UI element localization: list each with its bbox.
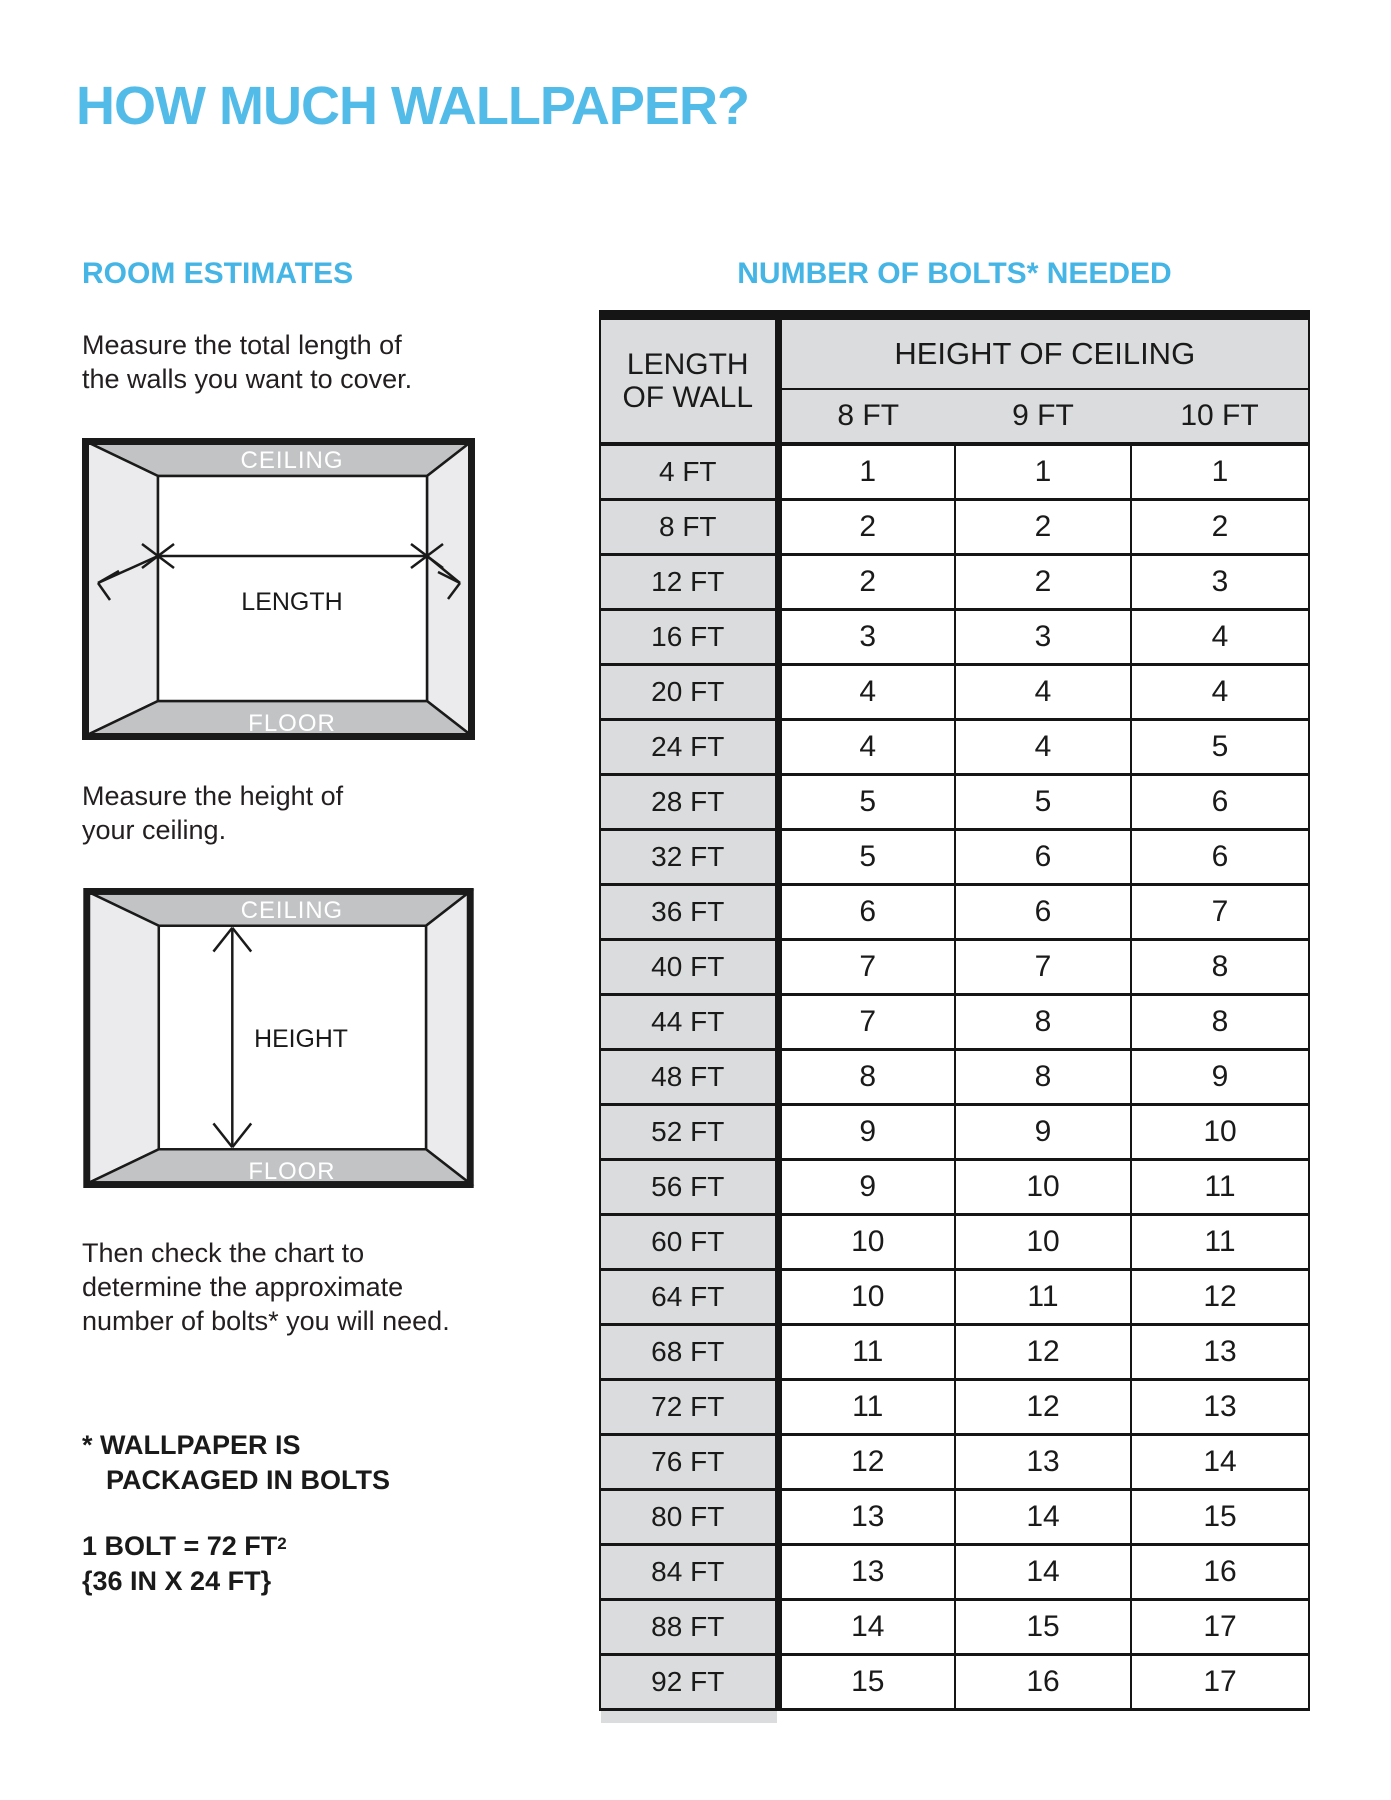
bolt-count-cell: 1 <box>955 444 1131 500</box>
table-row <box>600 665 1309 720</box>
table-row <box>600 1545 1309 1600</box>
bolts-footnote <box>82 1428 390 1498</box>
wall-length-label: 16 FT <box>600 610 778 665</box>
room-estimates-heading: ROOM ESTIMATES <box>82 257 354 290</box>
bolt-count-cell: 8 <box>955 1050 1131 1105</box>
table-row <box>600 1490 1309 1545</box>
bolt-count-cell: 14 <box>778 1600 955 1655</box>
squared-superscript: 2 <box>277 1534 287 1553</box>
length-room-diagram <box>82 438 475 740</box>
table-row <box>600 1600 1309 1655</box>
bolt-count-cell: 9 <box>778 1160 955 1215</box>
length-label: LENGTH <box>241 588 343 616</box>
bolt-count-cell: 1 <box>1131 444 1309 500</box>
left-wall-panel <box>85 441 158 736</box>
table-row <box>600 1655 1309 1710</box>
bolt-count-cell: 15 <box>778 1655 955 1710</box>
bolt-count-cell: 6 <box>955 885 1131 940</box>
bolt-equivalence: 1 BOLT = 72 $FT^2$ <box>82 1531 287 1561</box>
wall-length-label: 36 FT <box>600 885 778 940</box>
col-header-8ft: 8 FT <box>778 389 955 444</box>
bolt-count-cell: 2 <box>1131 500 1309 555</box>
bolt-count-cell: 1 <box>778 444 955 500</box>
table-row <box>600 1160 1309 1215</box>
bolt-count-cell: 5 <box>1131 720 1309 775</box>
group-header-row <box>600 315 1309 389</box>
ceiling-label: CEILING <box>240 896 344 924</box>
table-row <box>600 1435 1309 1490</box>
floor-label: FLOOR <box>248 1158 336 1186</box>
table-row <box>600 885 1309 940</box>
bolt-count-cell: 3 <box>778 610 955 665</box>
bolt-count-cell: 4 <box>1131 610 1309 665</box>
wall-length-label: 24 FT <box>600 720 778 775</box>
bolt-count-cell: 4 <box>955 720 1131 775</box>
bolt-count-cell: 9 <box>778 1105 955 1160</box>
table-row <box>600 1380 1309 1435</box>
ceiling-label: CEILING <box>240 447 344 474</box>
bolt-count-cell: 6 <box>955 830 1131 885</box>
bolt-count-cell: 10 <box>778 1215 955 1270</box>
table-row <box>600 720 1309 775</box>
bolt-count-cell: 13 <box>1131 1380 1309 1435</box>
wall-length-label: 52 FT <box>600 1105 778 1160</box>
bolt-count-cell: 7 <box>1131 885 1309 940</box>
col-header-10ft: 10 FT <box>1131 389 1309 444</box>
table-row <box>600 1050 1309 1105</box>
left-wall-panel <box>86 891 159 1184</box>
instruction-chart-line3: number of bolts* you will need. <box>82 1306 450 1336</box>
table-bottom-tab <box>601 1711 777 1723</box>
bolts-table <box>599 310 1310 1711</box>
table-row <box>600 444 1309 500</box>
table-row <box>600 940 1309 995</box>
bolt-count-cell: 11 <box>1131 1215 1309 1270</box>
bolt-count-cell: 17 <box>1131 1655 1309 1710</box>
bolt-count-cell: 12 <box>1131 1270 1309 1325</box>
bolt-count-cell: 10 <box>1131 1105 1309 1160</box>
wall-length-label: 88 FT <box>600 1600 778 1655</box>
page-title: HOW MUCH WALLPAPER? <box>76 76 749 136</box>
bolt-count-cell: 7 <box>778 995 955 1050</box>
table-row <box>600 555 1309 610</box>
instruction-length <box>82 328 412 396</box>
bolt-count-cell: 15 <box>1131 1490 1309 1545</box>
bolts-needed-heading: NUMBER OF BOLTS* NEEDED <box>737 257 1172 290</box>
table-row <box>600 500 1309 555</box>
right-wall-panel <box>427 441 472 736</box>
bolt-count-cell: 5 <box>778 775 955 830</box>
wall-length-label: 92 FT <box>600 1655 778 1710</box>
wall-length-label: 60 FT <box>600 1215 778 1270</box>
table-row <box>600 1215 1309 1270</box>
bolt-count-cell: 2 <box>955 555 1131 610</box>
wall-length-label: 32 FT <box>600 830 778 885</box>
bolt-count-cell: 8 <box>778 1050 955 1105</box>
bolt-count-cell: 14 <box>955 1490 1131 1545</box>
bolt-count-cell: 14 <box>955 1545 1131 1600</box>
wall-length-label: 68 FT <box>600 1325 778 1380</box>
wall-length-label: 72 FT <box>600 1380 778 1435</box>
table-row <box>600 1325 1309 1380</box>
wall-length-label: 48 FT <box>600 1050 778 1105</box>
bolt-count-cell: 10 <box>955 1215 1131 1270</box>
bolt-count-cell: 11 <box>1131 1160 1309 1215</box>
bolt-count-cell: 11 <box>955 1270 1131 1325</box>
bolt-count-cell: 12 <box>955 1325 1131 1380</box>
bolt-count-cell: 13 <box>1131 1325 1309 1380</box>
instruction-chart-line1: Then check the chart to <box>82 1238 365 1268</box>
instruction-height <box>82 779 343 847</box>
bolt-count-cell: 13 <box>955 1435 1131 1490</box>
col-header-9ft: 9 FT <box>955 389 1131 444</box>
bolt-count-cell: 6 <box>778 885 955 940</box>
bolt-count-cell: 16 <box>1131 1545 1309 1600</box>
bolt-count-cell: 10 <box>778 1270 955 1325</box>
table-row <box>600 1105 1309 1160</box>
wall-length-label: 84 FT <box>600 1545 778 1600</box>
bolt-count-cell: 11 <box>778 1380 955 1435</box>
bolt-count-cell: 4 <box>1131 665 1309 720</box>
bolt-count-cell: 8 <box>1131 940 1309 995</box>
bolts-table-container <box>599 310 1310 1723</box>
bolt-count-cell: 8 <box>955 995 1131 1050</box>
instruction-length-line1: Measure the total length of <box>82 330 402 360</box>
bolt-count-cell: 3 <box>955 610 1131 665</box>
bolt-count-cell: 14 <box>1131 1435 1309 1490</box>
height-label: HEIGHT <box>254 1025 348 1053</box>
wall-length-label: 80 FT <box>600 1490 778 1545</box>
wall-length-label: 56 FT <box>600 1160 778 1215</box>
bolt-count-cell: 7 <box>955 940 1131 995</box>
wall-length-label: 8 FT <box>600 500 778 555</box>
height-of-ceiling-header: HEIGHT OF CEILING <box>778 315 1309 389</box>
bolt-count-cell: 9 <box>955 1105 1131 1160</box>
wall-length-label: 12 FT <box>600 555 778 610</box>
bolt-count-cell: 2 <box>778 555 955 610</box>
bolt-count-cell: 2 <box>778 500 955 555</box>
bolt-count-cell: 6 <box>1131 775 1309 830</box>
bolt-count-cell: 8 <box>1131 995 1309 1050</box>
instruction-chart <box>82 1236 450 1338</box>
bolt-count-cell: 15 <box>955 1600 1131 1655</box>
wall-length-label: 44 FT <box>600 995 778 1050</box>
table-row <box>600 995 1309 1050</box>
bolt-count-cell: 2 <box>955 500 1131 555</box>
bolts-footnote-line1: * WALLPAPER IS <box>82 1430 301 1460</box>
bolt-count-cell: 4 <box>955 665 1131 720</box>
instruction-height-line2: your ceiling. <box>82 815 227 845</box>
bolt-count-cell: 5 <box>955 775 1131 830</box>
height-room-diagram <box>82 888 475 1188</box>
bolt-count-cell: 7 <box>778 940 955 995</box>
bolt-dimensions: {36 IN X 24 FT} <box>82 1566 272 1596</box>
bolt-count-cell: 17 <box>1131 1600 1309 1655</box>
bolt-count-cell: 13 <box>778 1490 955 1545</box>
bolt-count-cell: 12 <box>778 1435 955 1490</box>
table-row <box>600 775 1309 830</box>
bolt-count-cell: 3 <box>1131 555 1309 610</box>
table-row <box>600 830 1309 885</box>
table-row <box>600 610 1309 665</box>
wall-length-label: 28 FT <box>600 775 778 830</box>
bolt-count-cell: 4 <box>778 665 955 720</box>
bolt-count-cell: 6 <box>1131 830 1309 885</box>
bolt-size-info <box>82 1526 287 1599</box>
wall-length-label: 76 FT <box>600 1435 778 1490</box>
bolt-count-cell: 9 <box>1131 1050 1309 1105</box>
table-row <box>600 1270 1309 1325</box>
instruction-height-line1: Measure the height of <box>82 781 344 811</box>
wall-length-label: 20 FT <box>600 665 778 720</box>
right-wall-panel <box>426 891 471 1184</box>
floor-label: FLOOR <box>248 710 336 737</box>
bolt-count-cell: 16 <box>955 1655 1131 1710</box>
wall-length-label: 40 FT <box>600 940 778 995</box>
bolt-count-cell: 4 <box>778 720 955 775</box>
bolt-count-cell: 13 <box>778 1545 955 1600</box>
bolt-count-cell: 10 <box>955 1160 1131 1215</box>
instruction-chart-line2: determine the approximate <box>82 1272 404 1302</box>
length-of-wall-header: LENGTH OF WALL <box>600 315 778 444</box>
wall-length-label: 4 FT <box>600 444 778 500</box>
bolt-count-cell: 11 <box>778 1325 955 1380</box>
bolts-footnote-line2: PACKAGED IN BOLTS <box>106 1465 391 1495</box>
wall-length-label: 64 FT <box>600 1270 778 1325</box>
bolt-count-cell: 12 <box>955 1380 1131 1435</box>
instruction-length-line2: the walls you want to cover. <box>82 364 413 394</box>
bolt-count-cell: 5 <box>778 830 955 885</box>
